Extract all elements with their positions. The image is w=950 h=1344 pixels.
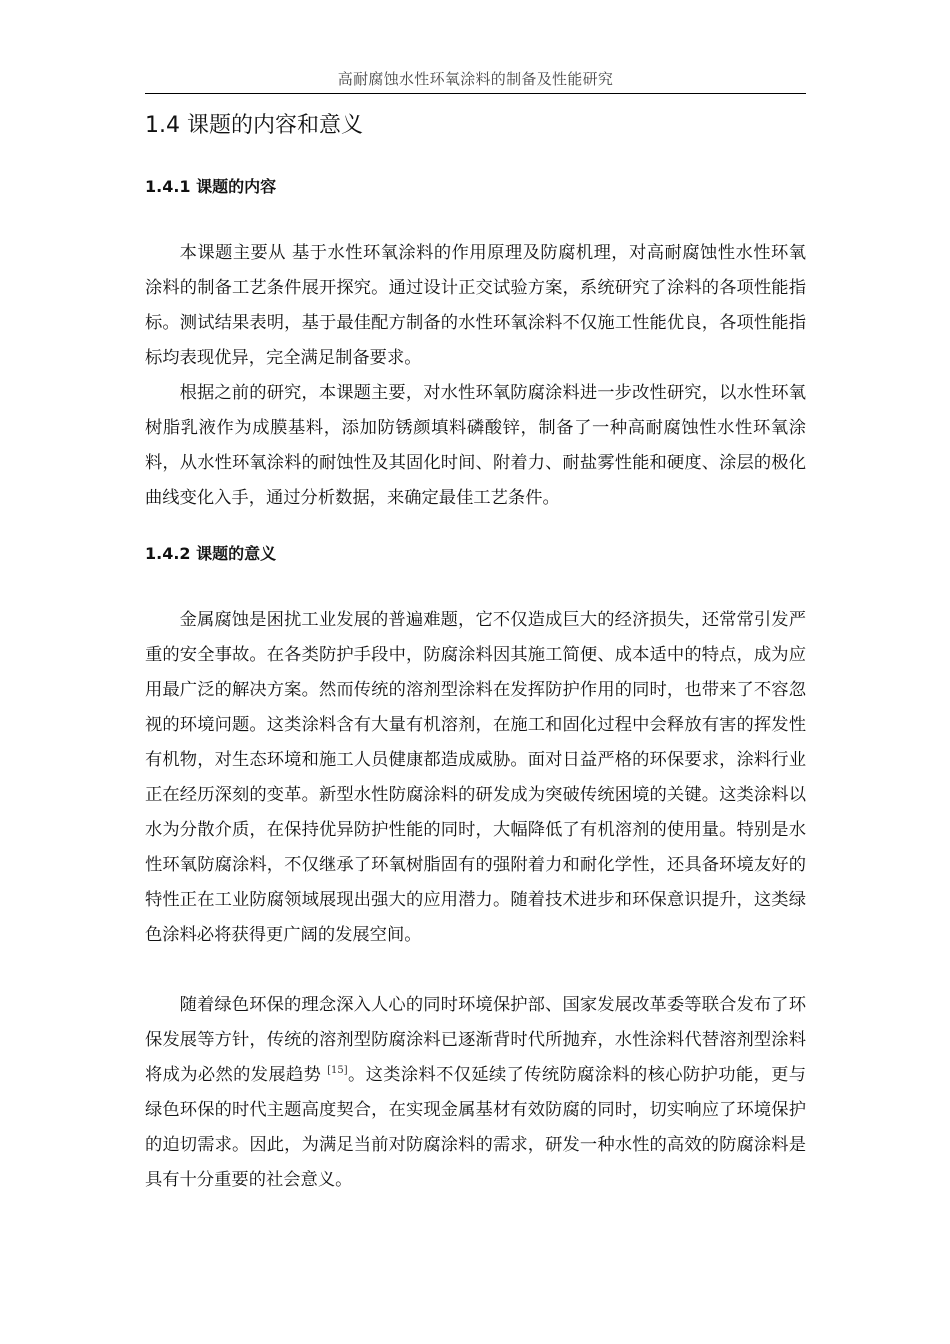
running-header: 高耐腐蚀水性环氧涂料的制备及性能研究 [337,70,614,88]
citation-marker: [15] [327,1065,348,1077]
section-title: 1.4 课题的内容和意义 [145,113,363,138]
paragraph-text-before-citation: 随着绿色环保的理念深入人心的同时环境保护部、国家发展改革委等联合发布了环保发展等方针，传统的溶剂型防腐涂料已逐渐背时代所抛弃，水性涂料代替溶剂型涂料将成为必然的发展趋势 [145,995,806,1085]
content-paragraph-1: 本课题主要从 基于水性环氧涂料的作用原理及防腐机理，对高耐腐蚀性水性环氧涂料的制备工艺条件展开探究。通过设计正交试验方案，系统研究了涂料的各项性能指标。测试结果表明，基于最佳配方制备的水性环氧涂料不仅施工性能优良，各项性能指标均表现优异，完全满足制备要求。 [145,243,806,368]
paragraph-text-after-citation: 。这类涂料不仅延续了传统防腐涂料的核心防护功能，更与绿色环保的时代主题高度契合，在实现金属基材有效防腐的同时，切实响应了环境保护的迫切需求。因此，为满足当前对防腐涂料的需求，研发一种水性的高效的防腐涂料是具有十分重要的社会意义。 [145,1065,806,1190]
header-rule [145,93,806,94]
significance-paragraph-2 [145,988,806,1198]
significance-paragraph-1: 金属腐蚀是困扰工业发展的普遍难题，它不仅造成巨大的经济损失，还常常引发严重的安全事故。在各类防护手段中，防腐涂料因其施工简便、成本适中的特点，成为应用最广泛的解决方案。然而传统的溶剂型涂料在发挥防护作用的同时，也带来了不容忽视的环境问题。这类涂料含有大量有机溶剂，在施工和固化过程中会释放有害的挥发性有机物，对生态环境和施工人员健康都造成威胁。面对日益严格的环保要求，涂料行业正在经历深刻的变革。新型水性防腐涂料的研发成为突破传统困境的关键。这类涂料以水为分散介质，在保持优异防护性能的同时，大幅降低了有机溶剂的使用量。特别是水性环氧防腐涂料，不仅继承了环氧树脂固有的强附着力和耐化学性，还具备环境友好的特性正在工业防腐领域展现出强大的应用潜力。随着技术进步和环保意识提升，这类绿色涂料必将获得更广阔的发展空间。 [145,610,806,945]
subsection-title-significance: 1.4.2 课题的意义 [145,544,277,563]
subsection-title-content: 1.4.1 课题的内容 [145,177,277,196]
content-paragraph-2: 根据之前的研究，本课题主要，对水性环氧防腐涂料进一步改性研究，以水性环氧树脂乳液作为成膜基料，添加防锈颜填料磷酸锌，制备了一种高耐腐蚀性水性环氧涂料，从水性环氧涂料的耐蚀性及其固化时间、附着力、耐盐雾性能和硬度、涂层的极化曲线变化入手，通过分析数据，来确定最佳工艺条件。 [145,383,806,508]
